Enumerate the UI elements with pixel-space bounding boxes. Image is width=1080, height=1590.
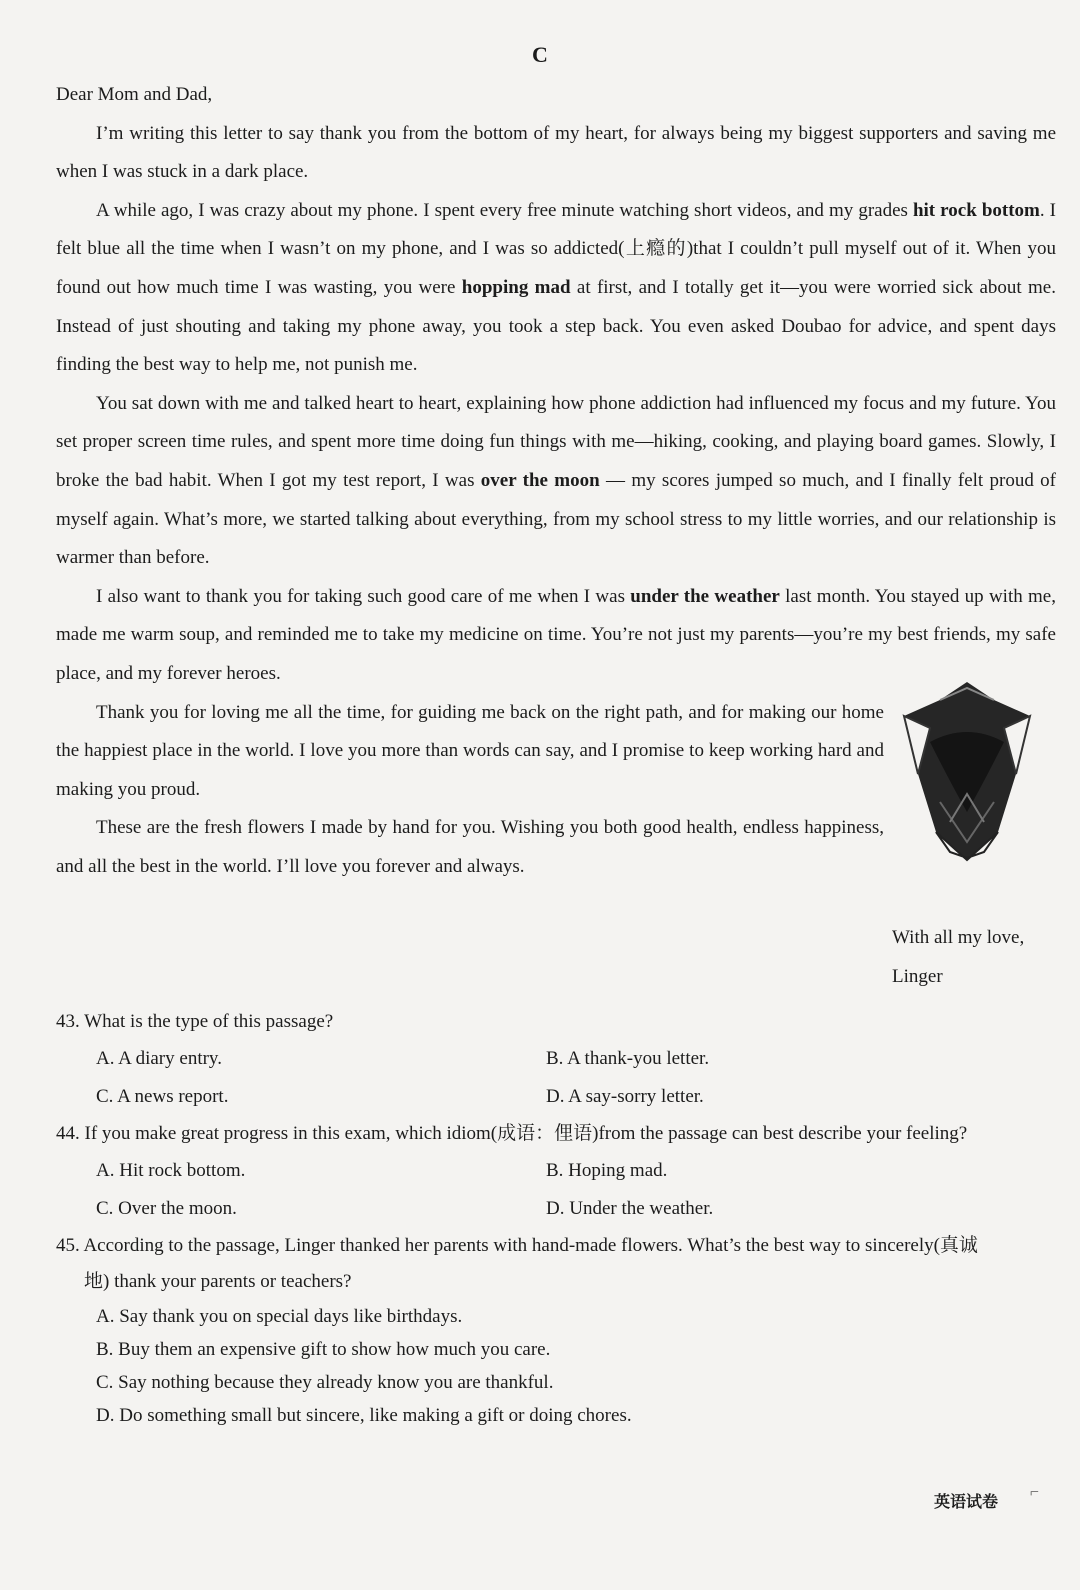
question-44-stem: 44. If you make great progress in this exam, which idiom(成语：俚语)from the passage can best describe your feeling? [56, 1123, 968, 1144]
question-45-stem-line-1: 45. According to the passage, Linger thanked her parents with hand-made flowers. What’s the best way to sincerely(真诚 [56, 1235, 978, 1256]
question-45-stem-line-2: 地) thank your parents or teachers? [84, 1271, 352, 1292]
idiom-under-the-weather: under the weather [630, 585, 780, 607]
letter-paragraph-1: I’m writing this letter to say thank you from the bottom of my heart, for always being my biggest supporters and saving me when I was stuck in a dark place. [56, 122, 1056, 183]
question-45-option-c[interactable]: C. Say nothing because they already know you are thankful. [96, 1372, 554, 1393]
question-45-option-a[interactable]: A. Say thank you on special days like birthdays. [96, 1306, 463, 1327]
letter-paragraph-6: These are the fresh flowers I made by hand for you. Wishing you both good health, endless happiness, and all the best in the world. I’ll love you forever and always. [56, 817, 884, 877]
paper-flowers-illustration [900, 682, 1034, 862]
letter-paragraph-2 [56, 192, 1056, 385]
footer-exam-label: 英语试卷 [934, 1492, 999, 1511]
idiom-hit-rock-bottom: hit rock bottom [912, 199, 1040, 221]
p4-text-c: last month. You stayed up with me, made me warm soup, and reminded me to take my medicine on time. You’re not just my parents—you’re my best friends, my safe place, and my forever heroes. [56, 585, 1056, 684]
section-label: C [532, 42, 548, 67]
letter-paragraph-4 [56, 578, 1056, 694]
letter-paragraph-5: Thank you for loving me all the time, for guiding me back on the right path, and for making our home the happiest place in the world. I love you more than words can say, and I promise to keep working hard and making you proud. [56, 701, 884, 800]
question-44-option-d[interactable]: D. Under the weather. [546, 1198, 714, 1219]
p2-text-e: at first, and I totally get it—you were worried sick about me. Instead of just shouting and taking my phone away, you took a step back. You even asked Doubao for advice, and spent days finding the best way to help me, not punish me. [56, 276, 1056, 376]
question-44-option-b[interactable]: B. Hoping mad. [546, 1160, 668, 1181]
question-44-option-c[interactable]: C. Over the moon. [96, 1198, 237, 1219]
p3-text-c: — my scores jumped so much, and I finally felt proud of myself again. What’s more, we started talking about everything, from my school stress to my little worries, and our relationship is warmer than before. [56, 469, 1056, 569]
p2-text-c: . I felt blue all the time when I wasn’t on my phone, and I was so addicted(上瘾的)that I couldn’t pull myself out of it. When you found out how much time I was wasting, you were [56, 199, 1057, 298]
question-43-options [96, 1040, 1066, 1116]
question-45-option-d[interactable]: D. Do something small but sincere, like making a gift or doing chores. [96, 1405, 632, 1426]
letter-paragraph-3 [56, 385, 1056, 578]
question-43-option-c[interactable]: C. A news report. [96, 1086, 229, 1107]
question-43-option-d[interactable]: D. A say-sorry letter. [546, 1086, 704, 1107]
question-45-options [56, 1300, 1066, 1432]
p4-text-a: I also want to thank you for taking such good care of me when I was [96, 585, 631, 607]
question-43-option-a[interactable]: A. A diary entry. [96, 1048, 222, 1069]
letter-signoff [892, 918, 1024, 996]
question-44-options [96, 1152, 1066, 1228]
letter-greeting: Dear Mom and Dad, [56, 84, 213, 105]
question-45-option-b[interactable]: B. Buy them an expensive gift to show how much you care. [96, 1339, 551, 1360]
footer-page-mark: ⌐ [1030, 1484, 1040, 1501]
idiom-hopping-mad: hopping mad [461, 276, 571, 298]
p2-text-a: A while ago, I was crazy about my phone. I spent every free minute watching short videos, and my grades [96, 199, 913, 221]
question-44-option-a[interactable]: A. Hit rock bottom. [96, 1160, 246, 1181]
question-43-stem: 43. What is the type of this passage? [56, 1011, 334, 1032]
letter-closing: With all my love, [892, 927, 1025, 948]
idiom-over-the-moon: over the moon [480, 469, 600, 491]
question-43-option-b[interactable]: B. A thank-you letter. [546, 1048, 710, 1069]
letter-signature: Linger [892, 966, 943, 987]
question-45-stem [56, 1228, 1066, 1300]
p3-text-a: You sat down with me and talked heart to heart, explaining how phone addiction had influenced my focus and my future. You set proper screen time rules, and spent more time doing fun things with me—hiking, cooking, and playing board games. Slowly, I broke the bad habit. When I got my test report, I was [56, 392, 1056, 491]
questions-section [56, 1004, 1066, 1432]
